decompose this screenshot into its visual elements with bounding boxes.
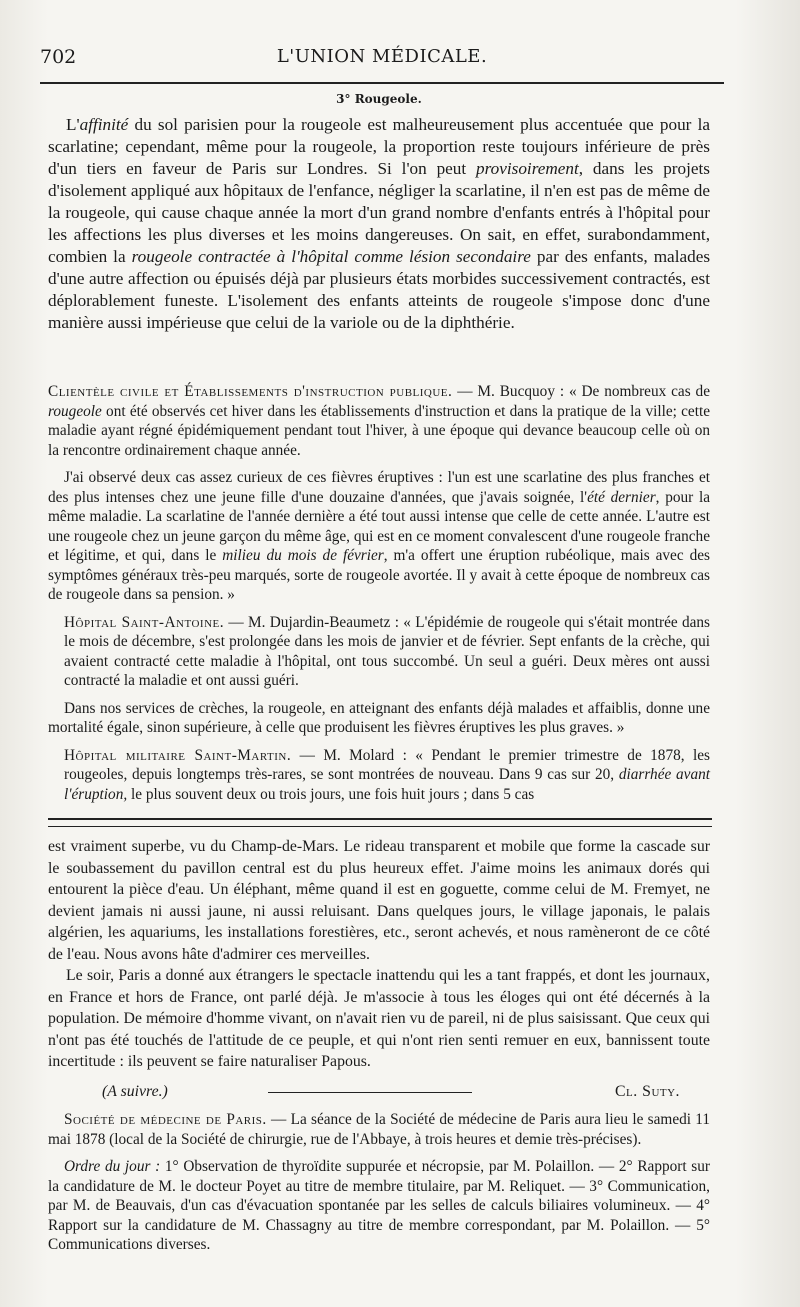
saint-antoine-heading: Hôpital Saint-Antoine. (64, 613, 225, 631)
societe-heading: Société de médecine de Paris. (64, 1111, 267, 1128)
text-run: — La séance de la Société de médecine de Paris aura lieu le samedi 11 mai 1878 (local de la Société de chirurgie, rue de l'Abbaye, à trois heures et demie très-précises). (48, 1111, 711, 1148)
feuilleton-paragraph: est vraiment superbe, vu du Champ-de-Mars. Le rideau transparent et mobile que forme la cascade sur le soubassement du pavillon central est du plus heureux effet. J'aime moins les animaux dorés qui entourent la pièce d'eau. Un éléphant, même quand il est en goguette, comme celui de M. Fremyet, ne devient jamais ni aussi jaune, ni aussi reluisant. Dans quelques jours, le village japonais, le palais algérien, les aquariums, les installations forestières, etc., seront achevés, et nous ramèneront de ce côté de l'eau. Nous avons hâte d'admirer ces merveilles. (48, 838, 710, 963)
text-run: L' (66, 115, 80, 134)
text-run: Dans nos services de crèches, la rougeole, en atteignant des enfants déjà malades et affaiblis, donne une mortalité égale, sinon supérieure, à celle que produisent les fièvres éruptives les plus graves. » (48, 699, 710, 736)
feuilleton-paragraph-2: Le soir, Paris a donné aux étrangers le spectacle inattendu qui les a tant frappés, et dont les journaux, en France et hors de France, ont parlé déjà. Je m'associe à tous les éloges qui ont été décernés à la population. De mémoire d'homme vivant, on n'avait rien vu de pareil, ni de plus saisissant. Que ceux qui n'ont pas été touchés de l'attitude de ce peuple, et qui n'ont rien senti remuer en eux, bannissent toute incertitude : ils peuvent se faire naturaliser Papous. (48, 967, 710, 1070)
italic-text: affinité (79, 115, 129, 134)
saint-martin-heading: Hôpital militaire Saint-Martin. (64, 746, 292, 764)
italic-text: diarrhée avant l'éruption, (64, 766, 711, 803)
text-run: du sol parisien pour la rougeole est malheureusement plus accentuée que pour la scarlatine; cependant, même pour la rougeole, la proportion reste toujours inférieure de près d'un tiers en faveur de Paris sur Londres. Si l'on peut (48, 115, 710, 178)
clientele-paragraph-2 (48, 468, 710, 605)
text-run: le plus souvent deux ou trois jours, une fois huit jours ; dans 5 cas (127, 785, 535, 803)
reports-block (48, 382, 710, 812)
text-run: — M. Bucquoy : « De nombreux cas de (452, 383, 710, 400)
saint-antoine-paragraph (48, 613, 710, 691)
text-run: , pour la même maladie. La scarlatine de l'année dernière a été tout aussi intense que celle de cette année. L'autre est une rougeole chez un jeune garçon du même âge, qui est en ce moment convalescent d'une rougeole franche et légitime, et qui, dans le (48, 488, 711, 564)
text-run: 1° Observation de thyroïdite suppurée et nécropsie, par M. Polaillon. — 2° Rapport sur la candidature de M. le docteur Poyet au titre de membre titulaire, par M. Reliquet. — 3° Communication, par M. de Beauvais, d'un cas d'évacuation spontanée par les selles de calculs biliaires volumineux. — 4° Rapport sur la candidature de M. Chassagny au titre de membre correspondant, par M. Polaillon. — 5° Communications diverses. (48, 1158, 710, 1253)
italic-text: provisoirement (476, 159, 579, 178)
societe-paragraph (48, 1110, 710, 1149)
text-run: J'ai observé deux cas assez curieux de ces fièvres éruptives : l'un est une scarlatine des plus franches et des plus intenses chez une jeune fille d'une douzaine d'années, que j'avais soignée, l' (48, 469, 710, 506)
italic-text: rougeole contractée à l'hôpital comme lésion secondaire (131, 247, 531, 266)
societe-block (48, 1110, 710, 1263)
italic-text: milieu du mois de février (222, 547, 384, 564)
italic-text: rougeole (48, 402, 102, 420)
clientele-paragraph (48, 382, 710, 460)
text-run: , dans les projets d'isolement appliqué aux hôpitaux de l'enfance, négliger la scarlatine, il n'en est pas de même de la rougeole, qui cause chaque année la mort d'un grand nombre d'enfants entrés à l'hôpital pour les affections les plus diverses et les moins dangereuses. On sait, en effet, surabondamment, combien la (48, 159, 710, 266)
text-run: — M. Dujardin-Beaumetz : « L'épidémie de rougeole qui s'était montrée dans le mois de décembre, s'est prolongée dans les mois de janvier et de février. Sept enfants de la crèche, qui avaient contracté cette maladie à l'hôpital, ont tous succombé. Un seul a guéri. Deux mères ont aussi contracté la maladie et ont aussi guéri. (64, 613, 711, 689)
ordre-du-jour-label: Ordre du jour : (64, 1158, 161, 1175)
signature-line (48, 1073, 710, 1103)
feuilleton-block (48, 836, 710, 1102)
saint-martin-paragraph (48, 746, 710, 805)
page-number: 702 (40, 46, 77, 68)
section-title: 3° Rougeole. (336, 92, 422, 106)
text-run: ont été observés cet hiver dans les établissements d'instruction et dans la pratique de la ville; cette maladie ayant régné épidémiquement pendant tout l'hiver, à une époque qui devance beaucoup celle où on la rencontre ordinairement chaque année. (48, 402, 710, 459)
page-header (40, 46, 724, 74)
to-follow-note: (A suivre.) (102, 1082, 168, 1100)
rougeole-paragraph (48, 114, 710, 334)
feuilleton-divider (48, 818, 712, 827)
saint-antoine-paragraph-2 (48, 699, 710, 738)
header-rule (40, 82, 724, 84)
running-title: L'UNION MÉDICALE. (276, 46, 488, 67)
text-run: , m'a offert une éruption rubéolique, mais avec des symptômes généraux très-peu marqués, sorte de rougeole avortée. Il y avait à cette époque de nombreux cas de rougeole dans sa pension. » (48, 547, 710, 603)
text-run: par des enfants, malades d'une autre affection ou épuisés déjà par plusieurs états morbides successivement contractés, est déplorablement funeste. L'isolement des enfants atteints de rougeole s'impose donc d'une manière aussi impérieuse que celui de la variole ou de la diphthérie. (48, 247, 711, 332)
italic-text: été dernier (587, 488, 656, 506)
author-signature: Cl. Suty. (615, 1082, 680, 1100)
rougeole-section (48, 92, 710, 334)
ordre-du-jour-paragraph (48, 1157, 710, 1255)
clientele-heading: Clientèle civile et Établissements d'instruction publique. (48, 383, 453, 400)
text-run: — M. Molard : « Pendant le premier trimestre de 1878, les rougeoles, depuis longtemps très-rares, se sont montrées de nouveau. Dans 9 cas sur 20, (64, 746, 710, 783)
section-divider (268, 1092, 472, 1093)
